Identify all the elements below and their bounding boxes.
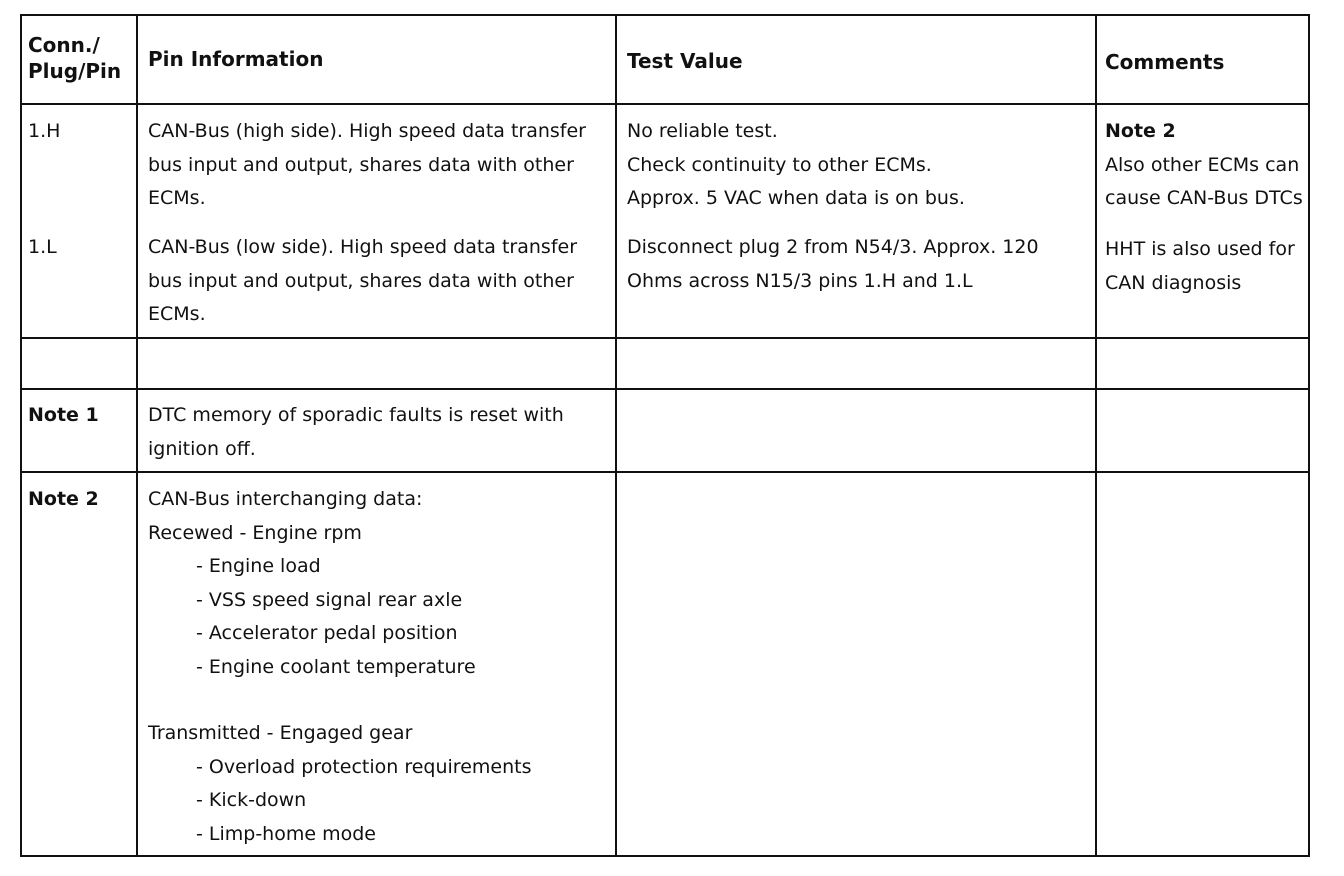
- test-line: Ohms across N15/3 pins 1.H and 1.L: [627, 269, 973, 292]
- info-line: CAN-Bus (high side). High speed data transfer: [148, 120, 586, 142]
- row-divider: [22, 388, 1308, 390]
- note-2-label: Note 2: [28, 488, 99, 510]
- pin-1l: 1.L: [28, 236, 57, 258]
- info-line: CAN-Bus (low side). High speed data transfer: [148, 236, 578, 258]
- header-test-value: Test Value: [627, 49, 743, 73]
- column-divider: [1095, 16, 1097, 855]
- test-line: No reliable test.: [627, 120, 778, 142]
- info-line: ECMs.: [148, 187, 206, 209]
- row-divider: [22, 337, 1308, 339]
- transmitted-item: - Limp-home mode: [196, 822, 376, 845]
- pin-table: [20, 14, 1310, 857]
- received-item: - VSS speed signal rear axle: [196, 588, 463, 611]
- note-intro: CAN-Bus interchanging data:: [148, 488, 423, 510]
- received-item: - Accelerator pedal position: [196, 622, 458, 644]
- pin-1h-info: [148, 115, 586, 216]
- note-1-text: [148, 399, 564, 466]
- header-plug-line: Plug/Pin: [28, 59, 122, 83]
- info-line: bus input and output, shares data with other: [148, 153, 574, 176]
- info-line: ECMs.: [148, 303, 206, 325]
- pin-1h: 1.H: [28, 120, 61, 142]
- note-2-text: [148, 483, 531, 851]
- column-divider: [136, 16, 138, 855]
- pin-1l-info: [148, 231, 577, 332]
- header-pin-information: Pin Information: [148, 47, 324, 71]
- header-conn-plug-pin: [28, 32, 121, 84]
- test-line: Approx. 5 VAC when data is on bus.: [627, 187, 965, 209]
- row-divider: [22, 103, 1308, 105]
- spacer: [148, 684, 531, 717]
- comment-line: cause CAN-Bus DTCs: [1105, 187, 1303, 209]
- pin-1l-comments: [1105, 233, 1295, 300]
- pin-1h-test-value: [627, 115, 965, 216]
- comment-title: Note 2: [1105, 120, 1176, 142]
- received-label: Recewed - Engine rpm: [148, 521, 362, 544]
- received-item: - Engine load: [196, 555, 321, 577]
- test-line: Disconnect plug 2 from N54/3. Approx. 120: [627, 236, 1039, 258]
- header-conn-line: Conn./: [28, 33, 100, 57]
- note-line: DTC memory of sporadic faults is reset with: [148, 404, 564, 426]
- pin-1h-comments: [1105, 115, 1303, 216]
- transmitted-item: - Overload protection requirements: [196, 755, 532, 778]
- test-line: Check continuity to other ECMs.: [627, 153, 932, 176]
- note-line: ignition off.: [148, 437, 256, 460]
- note-1-label: Note 1: [28, 404, 99, 426]
- column-divider: [615, 16, 617, 855]
- transmitted-item: - Kick-down: [196, 789, 307, 811]
- header-comments: Comments: [1105, 50, 1225, 74]
- row-divider: [22, 471, 1308, 473]
- comment-line: CAN diagnosis: [1105, 271, 1242, 294]
- comment-line: Also other ECMs can: [1105, 153, 1300, 176]
- comment-line: HHT is also used for: [1105, 238, 1295, 260]
- transmitted-label: Transmitted - Engaged gear: [148, 722, 413, 744]
- info-line: bus input and output, shares data with other: [148, 269, 574, 292]
- pin-1l-test-value: [627, 231, 1039, 298]
- received-item: - Engine coolant temperature: [196, 655, 476, 678]
